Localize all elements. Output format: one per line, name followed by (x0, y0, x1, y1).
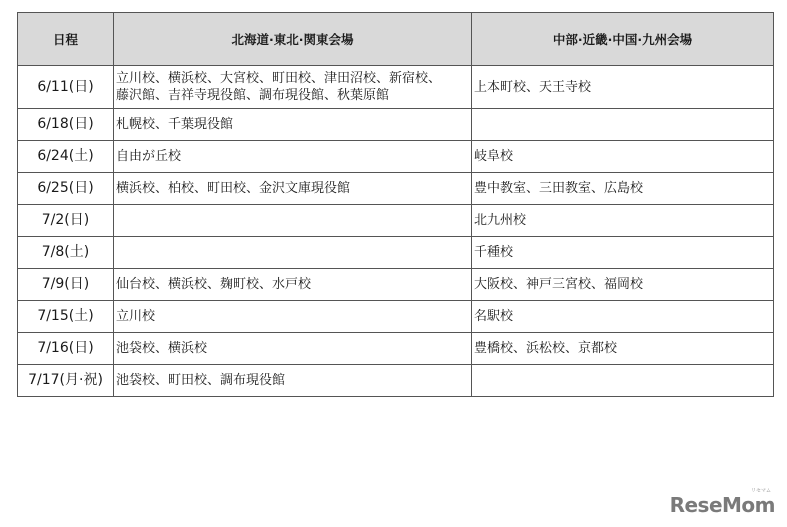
exam-schedule-table (17, 12, 774, 397)
logo-ruby: リセマム (751, 488, 771, 494)
date-cell: 6/11(日) (18, 66, 114, 109)
table-row (18, 66, 774, 109)
table-row (18, 109, 774, 141)
date-cell: 6/25(日) (18, 173, 114, 205)
date-cell: 6/24(土) (18, 141, 114, 173)
table-row (18, 365, 774, 397)
west-venues-cell: 豊中教室、三田教室、広島校 (472, 173, 774, 205)
date-cell: 7/2(日) (18, 205, 114, 237)
west-venues-cell: 岐阜校 (472, 141, 774, 173)
east-venues-cell (114, 205, 472, 237)
resemom-logo (669, 488, 775, 517)
west-venues-cell (472, 109, 774, 141)
header-west-venues: 中部·近畿·中国·九州会場 (472, 13, 774, 66)
header-east-venues: 北海道·東北·関東会場 (114, 13, 472, 66)
east-venues-cell: 池袋校、町田校、調布現役館 (114, 365, 472, 397)
table-row (18, 237, 774, 269)
west-venues-cell: 大阪校、神戸三宮校、福岡校 (472, 269, 774, 301)
table-row (18, 205, 774, 237)
table-row (18, 301, 774, 333)
east-venues-cell: 札幌校、千葉現役館 (114, 109, 472, 141)
header-date: 日程 (18, 13, 114, 66)
east-venues-cell: 池袋校、横浜校 (114, 333, 472, 365)
date-cell: 7/16(日) (18, 333, 114, 365)
table-row (18, 173, 774, 205)
date-cell: 7/17(月·祝) (18, 365, 114, 397)
west-venues-cell (472, 365, 774, 397)
table-row (18, 333, 774, 365)
west-venues-cell: 豊橋校、浜松校、京都校 (472, 333, 774, 365)
west-venues-cell: 北九州校 (472, 205, 774, 237)
logo-text: ReseMom (669, 493, 775, 517)
west-venues-cell: 千種校 (472, 237, 774, 269)
table-row (18, 141, 774, 173)
east-venues-cell (114, 66, 472, 109)
east-venues-cell (114, 237, 472, 269)
west-venues-cell: 名駅校 (472, 301, 774, 333)
date-cell: 6/18(日) (18, 109, 114, 141)
date-cell: 7/15(土) (18, 301, 114, 333)
east-venues-cell: 横浜校、柏校、町田校、金沢文庫現役館 (114, 173, 472, 205)
east-venues-line: 藤沢館、吉祥寺現役館、調布現役館、秋葉原館 (116, 88, 390, 103)
east-venues-line: 立川校、横浜校、大宮校、町田校、津田沼校、新宿校、 (116, 71, 442, 86)
west-venues-cell: 上本町校、天王寺校 (472, 66, 774, 109)
east-venues-cell: 仙台校、横浜校、麹町校、水戸校 (114, 269, 472, 301)
date-cell: 7/9(日) (18, 269, 114, 301)
east-venues-cell: 自由が丘校 (114, 141, 472, 173)
date-cell: 7/8(土) (18, 237, 114, 269)
table-header-row (18, 13, 774, 66)
east-venues-cell: 立川校 (114, 301, 472, 333)
table-row (18, 269, 774, 301)
